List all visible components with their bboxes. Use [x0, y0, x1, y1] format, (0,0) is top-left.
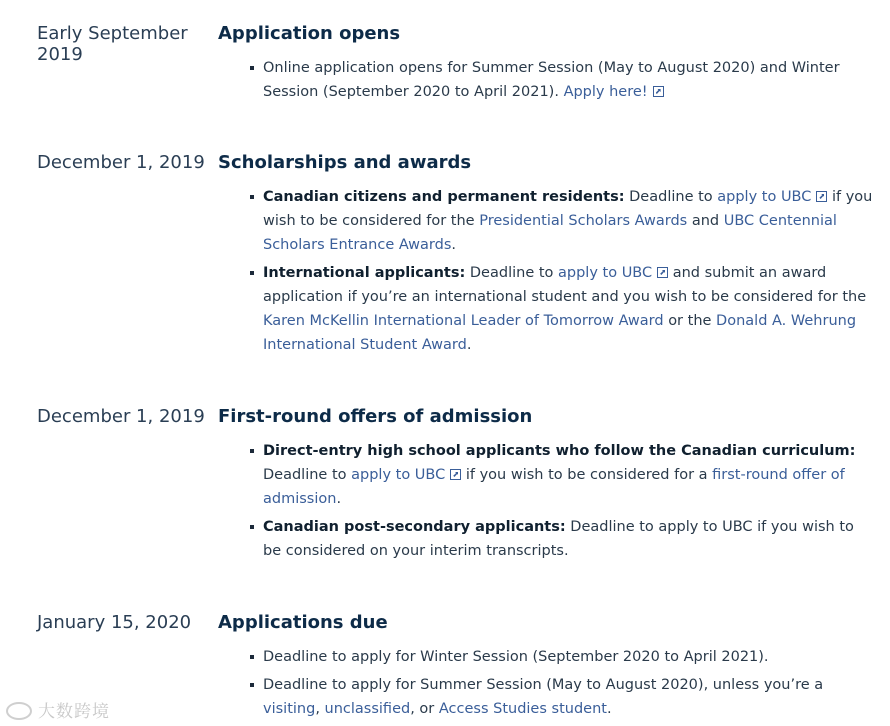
access-studies-link[interactable]: Access Studies student — [438, 701, 607, 717]
external-link-icon — [653, 86, 664, 97]
item-label: Canadian citizens and permanent residents: — [263, 189, 625, 205]
entry-heading: Applications due — [218, 612, 388, 633]
list-item — [263, 645, 873, 669]
item-text: . — [451, 237, 457, 253]
watermark-logo-icon — [6, 702, 32, 720]
external-link-icon — [816, 191, 827, 202]
presidential-scholars-link[interactable]: Presidential Scholars Awards — [479, 213, 688, 229]
list-item — [263, 56, 873, 104]
list-item — [263, 673, 873, 721]
item-text: or the — [668, 313, 712, 329]
visiting-link[interactable]: visiting — [263, 701, 316, 717]
list-item — [263, 515, 873, 563]
item-text: Deadline to — [263, 467, 347, 483]
list-item — [263, 261, 873, 357]
item-text: Online application opens for Summer Session (May to August 2020) and Winter Session (September 2020 to April 2021). — [263, 60, 840, 100]
item-text: Deadline to — [469, 265, 554, 281]
item-text: Deadline to apply to UBC if you wish to be considered on your interim transcripts. — [263, 519, 854, 559]
item-text: Deadline to — [629, 189, 713, 205]
entry-heading: Application opens — [218, 23, 401, 44]
item-text: Deadline to apply for Summer Session (May to August 2020), unless you’re a — [263, 677, 824, 693]
entry-date: December 1, 2019 — [37, 406, 205, 427]
entry-list — [263, 185, 873, 361]
external-link-icon — [657, 267, 668, 278]
entry-date: December 1, 2019 — [37, 152, 205, 173]
item-text: Deadline to apply for Winter Session (September 2020 to April 2021). — [263, 649, 769, 665]
item-text: if you wish to be considered for a — [465, 467, 708, 483]
karen-mckellin-award-link[interactable]: Karen McKellin International Leader of Tomorrow Award — [263, 313, 664, 329]
entry-list — [263, 645, 873, 725]
watermark-text: 大数跨境 — [38, 702, 110, 722]
item-text: . — [606, 701, 612, 717]
item-text: and — [691, 213, 720, 229]
entry-list — [263, 439, 873, 567]
entry-heading: First-round offers of admission — [218, 406, 533, 427]
first-round-offer-link[interactable]: first-round offer of admission — [263, 467, 845, 507]
apply-to-ubc-link[interactable]: apply to UBC — [558, 265, 653, 281]
list-item — [263, 439, 873, 511]
item-label: Direct-entry high school applicants who follow the Canadian curriculum: — [263, 443, 856, 459]
apply-to-ubc-link[interactable]: apply to UBC — [717, 189, 812, 205]
item-text: and submit an award application if you’re an international student and you wish to be considered for the — [263, 265, 867, 305]
item-label: Canadian post-secondary applicants: — [263, 519, 566, 535]
watermark — [6, 697, 110, 722]
apply-to-ubc-link[interactable]: apply to UBC — [351, 467, 446, 483]
item-text: if you wish to be considered for the — [263, 189, 873, 229]
item-text: , or — [410, 701, 435, 717]
apply-here-link[interactable]: Apply here! — [563, 84, 648, 100]
entry-list — [263, 56, 873, 108]
item-text: . — [466, 337, 472, 353]
entry-date: January 15, 2020 — [37, 612, 192, 633]
donald-wehrung-award-link[interactable]: Donald A. Wehrung International Student Award — [263, 313, 857, 353]
item-text: . — [336, 491, 342, 507]
list-item — [263, 185, 873, 257]
external-link-icon — [450, 469, 461, 480]
item-text: , — [315, 701, 320, 717]
entry-date: Early September 2019 — [37, 23, 188, 65]
centennial-scholars-link[interactable]: UBC Centennial Scholars Entrance Awards — [263, 213, 837, 253]
item-label: International applicants: — [263, 265, 466, 281]
unclassified-link[interactable]: unclassified — [324, 701, 411, 717]
entry-heading: Scholarships and awards — [218, 152, 472, 173]
